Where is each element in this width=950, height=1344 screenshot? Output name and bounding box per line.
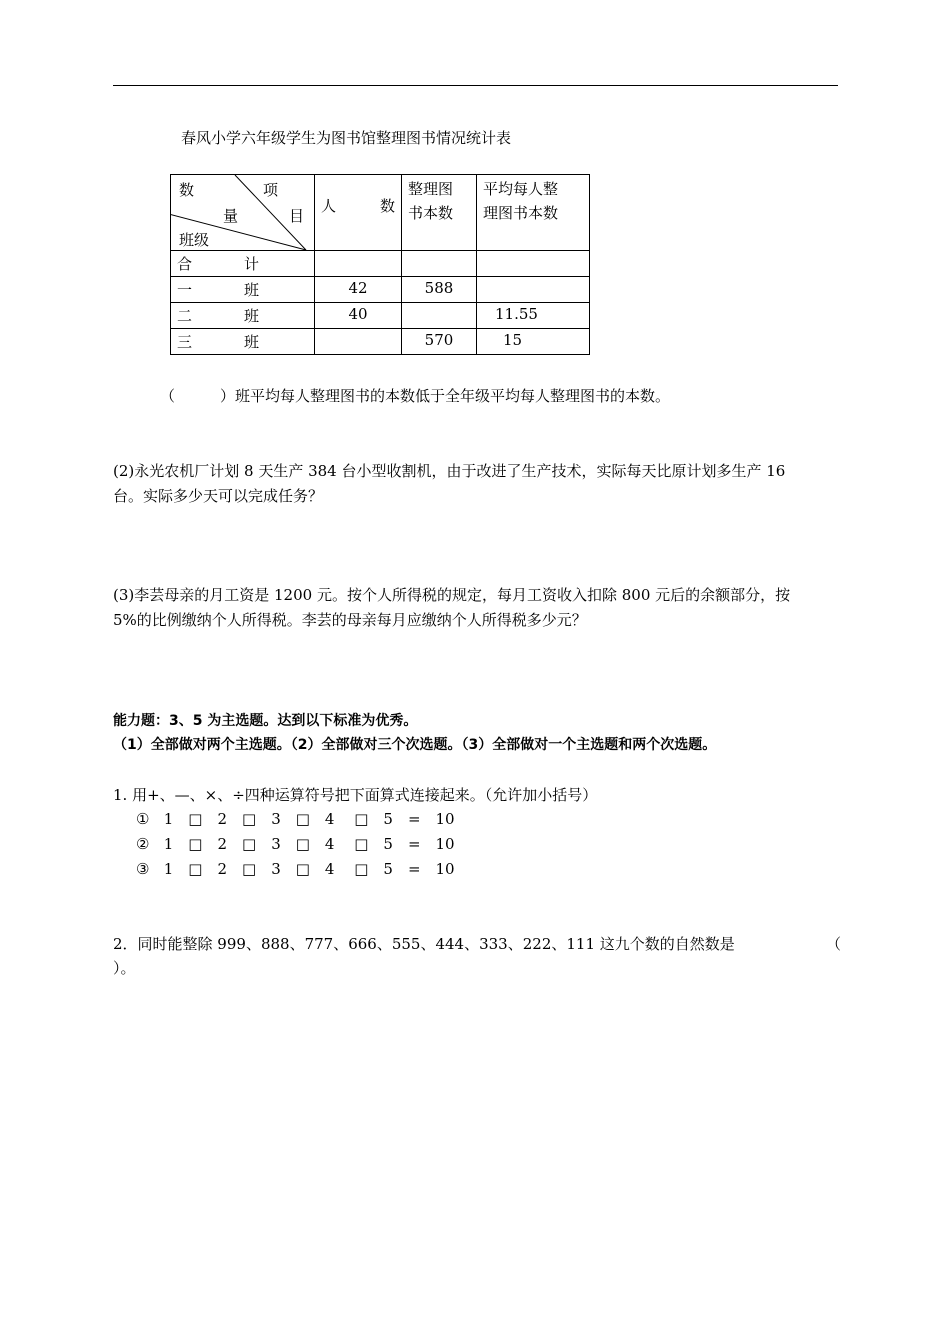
diag-top-left: 数 (179, 181, 195, 199)
header-avg (477, 175, 590, 251)
header-people-b: 数 (379, 197, 395, 215)
table-row (171, 329, 590, 355)
row-label-a: 一 (177, 281, 193, 299)
q3-line1: (3)李芸母亲的月工资是 1200 元。按个人所得税的规定，每月工资收入扣除 800 元后的余额部分，按 (113, 586, 791, 604)
cell-people: 42 (315, 277, 402, 303)
top-rule (113, 85, 838, 86)
row-label-b: 班 (244, 281, 260, 299)
cell-people (315, 329, 402, 355)
cell-books (402, 251, 477, 277)
diag-top-right: 项 (263, 181, 279, 199)
cell-avg (477, 277, 590, 303)
row-label (171, 329, 315, 355)
diag-mid-right: 目 (289, 207, 305, 225)
problem1-row (136, 834, 455, 854)
header-books (402, 175, 477, 251)
row-label (171, 251, 315, 277)
header-people (315, 175, 402, 251)
diag-mid-left: 量 (223, 207, 239, 225)
row-expression: 1 □ 2 □ 3 □ 4 □ 5 = 10 (163, 860, 455, 878)
problem1-row (136, 859, 455, 879)
table-header-row (171, 175, 590, 251)
problem2-paren-open: （ (826, 935, 842, 953)
row-label (171, 303, 315, 329)
row-label-a: 三 (177, 333, 193, 351)
row-label-a: 二 (177, 307, 193, 325)
cell-avg: 15 (477, 329, 590, 355)
cell-books (402, 303, 477, 329)
table-row (171, 303, 590, 329)
cell-books: 570 (402, 329, 477, 355)
cell-avg (477, 251, 590, 277)
row-label (171, 277, 315, 303)
table-row (171, 251, 590, 277)
row-number: ② (136, 835, 150, 853)
q2-line2: 台。实际多少天可以完成任务？ (113, 487, 324, 505)
ability-criteria: （1）全部做对两个主选题。（2）全部做对三个次选题。（3）全部做对一个主选题和两个次选题。 (113, 737, 717, 753)
cell-people: 40 (315, 303, 402, 329)
ability-title: 能力题：3、5 为主选题。达到以下标准为优秀。 (113, 713, 418, 729)
header-books-line1: 整理图 (408, 180, 454, 198)
header-avg-line2: 理图书本数 (483, 204, 559, 222)
row-expression: 1 □ 2 □ 3 □ 4 □ 5 = 10 (163, 835, 455, 853)
problem1-row (136, 809, 455, 829)
header-books-line2: 书本数 (408, 204, 454, 222)
cell-books: 588 (402, 277, 477, 303)
q1-answer-line: （ ）班平均每人整理图书的本数低于全年级平均每人整理图书的本数。 (160, 387, 671, 405)
cell-people (315, 251, 402, 277)
table-row (171, 277, 590, 303)
row-expression: 1 □ 2 □ 3 □ 4 □ 5 = 10 (163, 810, 455, 828)
diagonal-header-cell (171, 175, 315, 251)
table-title: 春风小学六年级学生为图书馆整理图书情况统计表 (181, 129, 512, 147)
diag-bottom: 班级 (179, 231, 210, 249)
row-label-b: 班 (244, 333, 260, 351)
stats-table (170, 174, 590, 355)
problem1-title: 1. 用+、—、×、÷四种运算符号把下面算式连接起来。（允许加小括号） (113, 786, 598, 804)
header-people-a: 人 (321, 197, 337, 215)
row-label-a: 合 (177, 255, 193, 273)
q2-line1: (2)永光农机厂计划 8 天生产 384 台小型收割机，由于改进了生产技术，实际每天比原计划多生产 16 (113, 462, 786, 480)
problem2-line1: 2．同时能整除 999、888、777、666、555、444、333、222、111 这九个数的自然数是 (113, 935, 735, 953)
row-number: ③ (136, 860, 150, 878)
row-label-b: 班 (244, 307, 260, 325)
problem2-line2: ）。 (113, 959, 136, 977)
row-label-b: 计 (244, 255, 260, 273)
cell-avg: 11.55 (477, 303, 590, 329)
header-avg-line1: 平均每人整 (483, 180, 559, 198)
row-number: ① (136, 810, 150, 828)
q3-line2: 5%的比例缴纳个人所得税。李芸的母亲每月应缴纳个人所得税多少元？ (113, 611, 587, 629)
